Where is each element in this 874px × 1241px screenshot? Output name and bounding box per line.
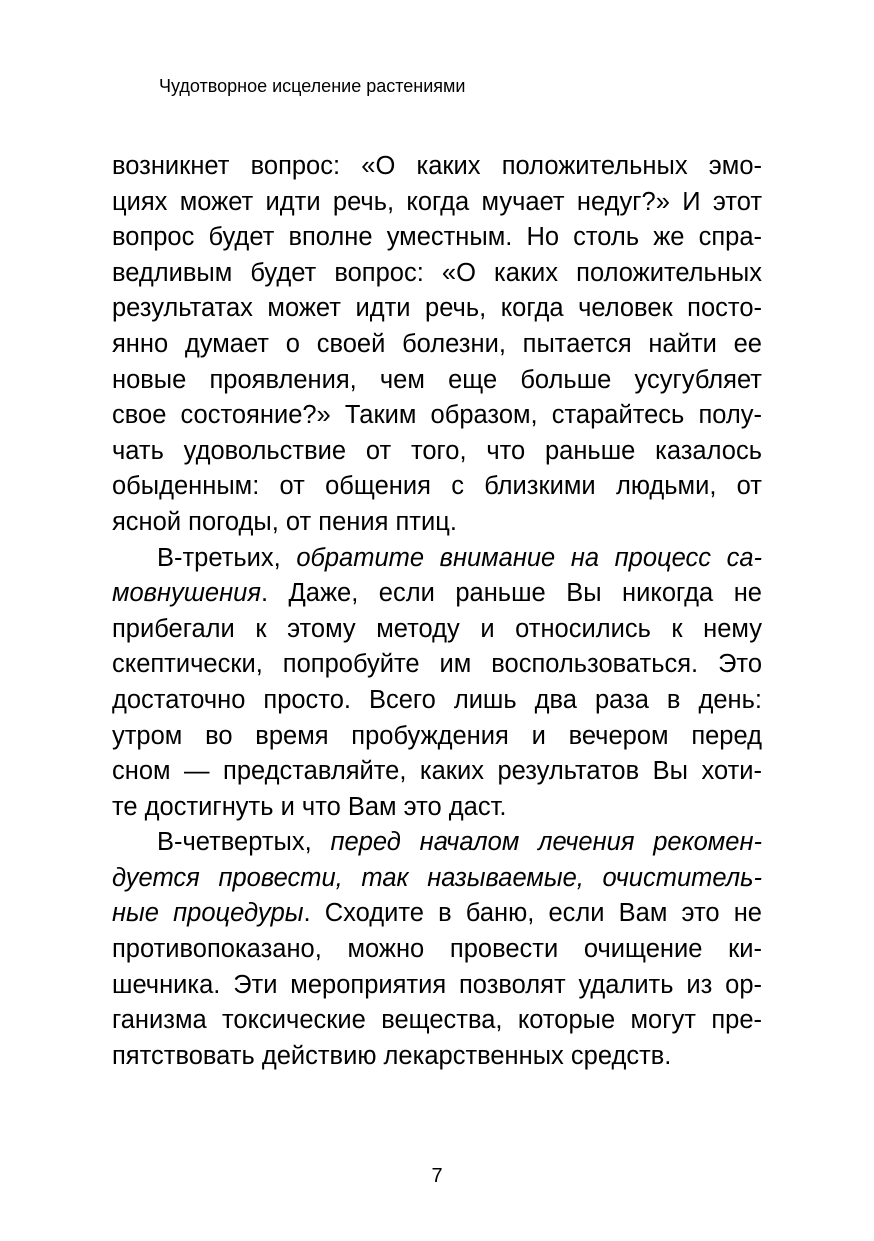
text-line: достаточно просто. Всего лишь два раза в день:: [112, 685, 762, 714]
text-line: шечника. Эти мероприятия позволят удалить из ор-: [112, 970, 762, 999]
running-title: Чудотворное исцеление растениями: [159, 76, 466, 96]
text-line: вопрос будет вполне уместным. Но столь же спра-: [112, 223, 762, 252]
text-line: результатах может идти речь, когда человек посто-: [112, 294, 762, 323]
text-line: ганизма токсические вещества, которые могут пре-: [112, 1006, 762, 1035]
text-line: ведливым будет вопрос: «О каких положительных: [112, 258, 762, 287]
page-number: 7: [431, 1165, 443, 1187]
italic-run: мовнушения: [112, 579, 261, 608]
text-line: обыденным: от общения с близкими людьми, от: [112, 472, 762, 501]
text-line: [112, 576, 762, 612]
text-line: пятствовать действию лекарственных средств.: [112, 1041, 672, 1070]
paragraph-first-line: [112, 825, 762, 861]
text-run: . Даже, если раньше Вы никогда не: [260, 579, 762, 608]
italic-run: перед началом лечения рекомен-: [330, 828, 762, 857]
text-line: прибегали к этому методу и относились к нему: [112, 614, 762, 643]
text-line: дуется провести, так называемые, очиститель-: [112, 863, 762, 892]
text-line: те достигнуть и что Вам это даст.: [112, 792, 507, 821]
text-line: новые проявления, чем еще больше усугубляет: [112, 365, 762, 394]
text-line: противопоказано, можно провести очищение ки-: [112, 935, 762, 964]
text-line: скептически, попробуйте им воспользоваться. Это: [112, 650, 762, 679]
text-line: янно думает о своей болезни, пытается найти ее: [112, 329, 762, 358]
italic-run: обратите внимание на процесс са-: [296, 543, 762, 572]
text-line: циях может идти речь, когда мучает недуг?» И этот: [112, 187, 762, 216]
body-text: [112, 149, 762, 1074]
text-line: свое состояние?» Таким образом, старайтесь полу-: [112, 401, 762, 430]
italic-run: ные процедуры: [112, 899, 304, 928]
text-line: возникнет вопрос: «О каких положительных эмо-: [112, 152, 762, 180]
text-line: ясной погоды, от пения птиц.: [112, 507, 457, 536]
text-run: . Сходите в баню, если Вам это не: [303, 899, 762, 928]
text-line: чать удовольствие от того, что раньше казалось: [112, 436, 762, 465]
text-line: сном — представляйте, каких результатов Вы хоти-: [112, 757, 762, 786]
text-run: В-третьих,: [157, 543, 297, 572]
text-line: [112, 896, 762, 932]
paragraph-first-line: [112, 541, 762, 577]
text-run: В-четвертых,: [157, 828, 331, 857]
text-line: утром во время пробуждения и вечером перед: [112, 721, 762, 750]
